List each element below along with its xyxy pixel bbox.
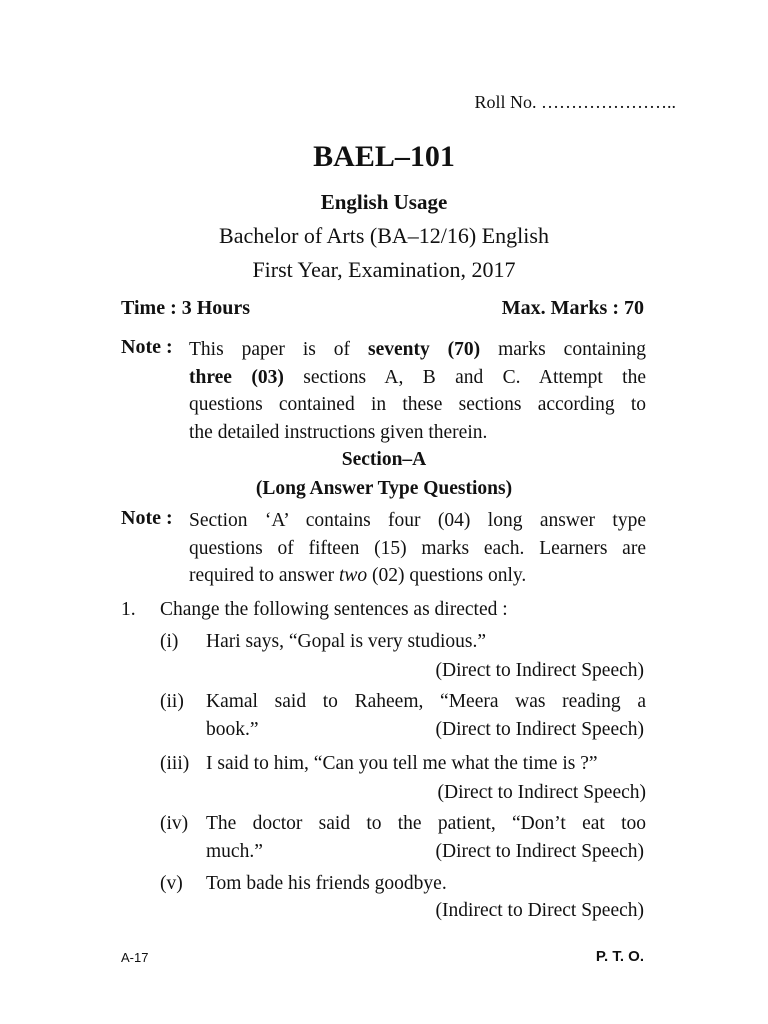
note-emphasis: two (338, 565, 368, 586)
sub-question-label: (iv) (160, 813, 189, 834)
sub-question-text: The doctor said to the patient, “Don’t eat too (206, 813, 646, 834)
exam-line: First Year, Examination, 2017 (252, 257, 516, 282)
sub-question-label: (v) (160, 873, 183, 894)
program-line: Bachelor of Arts (BA–12/16) English (219, 223, 549, 248)
note-text: required to answer (189, 565, 339, 586)
sub-question-direction: (Direct to Indirect Speech) (437, 782, 646, 803)
note-line: questions of fifteen (15) marks each. Learners are (189, 537, 646, 559)
note-label: Note : (121, 507, 173, 529)
sub-question-direction: (Direct to Indirect Speech) (435, 719, 644, 740)
sub-question-text: Hari says, “Gopal is very studious.” (206, 631, 486, 652)
sub-question-direction: (Direct to Indirect Speech) (435, 841, 644, 862)
subject-title: English Usage (320, 190, 448, 214)
note-line: questions contained in these sections according to (189, 394, 646, 415)
question-number: 1. (121, 599, 136, 620)
note-line (189, 364, 646, 392)
note-text: This paper is of (189, 339, 368, 360)
section-note (189, 507, 646, 590)
sub-question-label: (iii) (160, 753, 190, 774)
course-code: BAEL–101 (313, 140, 455, 173)
sub-question-text: I said to him, “Can you tell me what the time is ?” (206, 753, 598, 774)
note-line (189, 336, 646, 364)
section-title: Section–A (341, 449, 427, 470)
sub-question-text: Tom bade his friends goodbye. (206, 873, 447, 894)
note-text: (02) questions only. (367, 565, 527, 586)
note-text: sections A, B and C. Attempt the (283, 366, 646, 388)
sub-question-direction: (Direct to Indirect Speech) (435, 660, 644, 681)
page-code: A-17 (121, 950, 149, 965)
note-line: Section ‘A’ contains four (04) long answer type (189, 510, 646, 531)
section-subtitle: (Long Answer Type Questions) (255, 478, 513, 499)
question-text: Change the following sentences as directed : (160, 599, 508, 620)
note-text: marks containing (480, 339, 646, 360)
please-turn-over: P. T. O. (595, 948, 644, 965)
sub-question-text: book.” (206, 719, 259, 740)
note-line (189, 562, 646, 590)
sub-question-text: much.” (206, 841, 263, 862)
note-line: the detailed instructions given therein. (189, 421, 488, 443)
sub-question-label: (i) (160, 631, 179, 652)
time-allowed: Time : 3 Hours (121, 297, 251, 319)
sub-question-text: Kamal said to Raheem, “Meera was reading a (206, 691, 646, 712)
sub-question-label: (ii) (160, 691, 184, 712)
note-label: Note : (121, 336, 173, 358)
note-emphasis: three (03) (189, 366, 284, 388)
note-emphasis: seventy (70) (367, 339, 481, 360)
max-marks: Max. Marks : 70 (501, 297, 644, 319)
roll-number-field: Roll No. ………………….. (474, 92, 676, 112)
general-note (189, 336, 646, 446)
sub-question-direction: (Indirect to Direct Speech) (435, 900, 644, 921)
